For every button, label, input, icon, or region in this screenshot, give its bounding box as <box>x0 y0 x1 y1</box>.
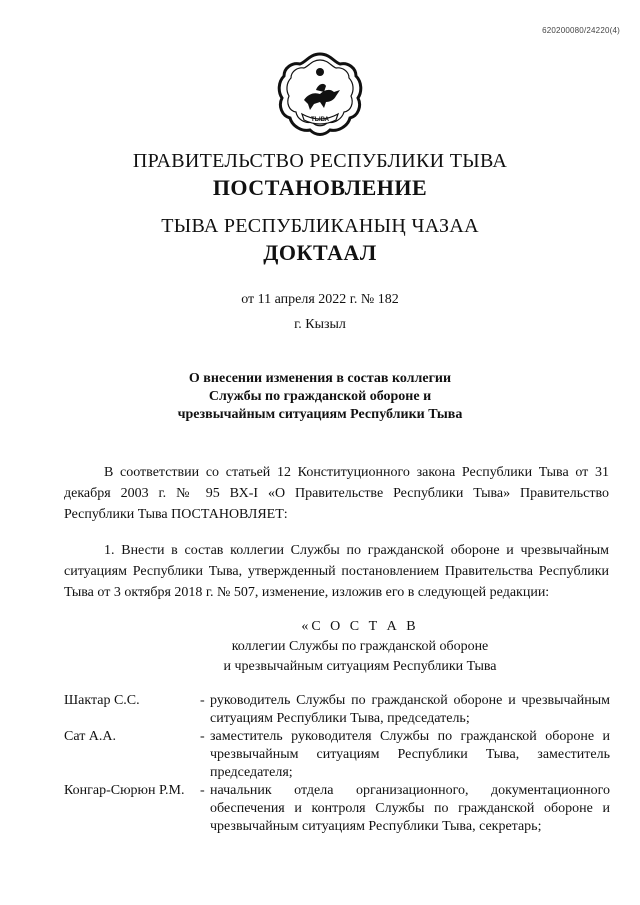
emblem-graphic <box>274 50 366 142</box>
member-name: Сат А.А. <box>64 729 117 744</box>
composition-title: «С О С Т А В <box>301 619 419 634</box>
member-dash: - <box>200 693 205 708</box>
decree-subject <box>0 370 640 424</box>
member-role: заместитель руководителя Службы по гражданской обороне и чрезвычайным ситуациям Республики Тыва, заместитель председателя; <box>210 729 610 780</box>
subject-line: чрезвычайным ситуациям Республики Тыва <box>177 407 463 422</box>
member-dash: - <box>200 783 205 798</box>
clause-1-paragraph: 1. Внести в состав коллегии Службы по гражданской обороне и чрезвычайным ситуациям Республики Тыва, утвержденный постановлением Правительства Республики Тыва от 3 октября 2018 г. № 507, изменение, изложив его в следующей редакции: <box>64 543 609 600</box>
member-role: начальник отдела организационного, документационного обеспечения и контроля Службы по гражданской обороне и чрезвычайным ситуациям Республики Тыва, секретарь; <box>210 783 610 834</box>
document-number: 620200080/24220(4) <box>542 26 620 35</box>
composition-subtitle: коллегии Службы по гражданской обороне <box>231 639 489 654</box>
subject-line: Службы по гражданской обороне и <box>208 389 432 404</box>
government-title-tv: ТЫВА РЕСПУБЛИКАНЫҢ ЧАЗАА <box>161 215 479 237</box>
member-dash: - <box>200 729 205 744</box>
member-role: руководитель Службы по гражданской обороне и чрезвычайным ситуациям Республики Тыва, председатель; <box>210 693 610 726</box>
subject-line: О внесении изменения в состав коллегии <box>188 371 452 386</box>
member-name: Шактар С.С. <box>64 693 140 708</box>
decree-city: г. Кызыл <box>294 317 346 332</box>
decree-title-tv: ДОКТААЛ <box>263 240 377 265</box>
composition-subtitle: и чрезвычайным ситуациям Республики Тыва <box>223 659 497 674</box>
emblem-caption: ТЫВА <box>311 117 329 123</box>
member-name: Конгар-Сюрюн Р.М. <box>64 783 185 798</box>
decree-title-ru: ПОСТАНОВЛЕНИЕ <box>212 175 428 200</box>
decree-date-number: от 11 апреля 2022 г. № 182 <box>241 292 399 307</box>
government-title-ru: ПРАВИТЕЛЬСТВО РЕСПУБЛИКИ ТЫВА <box>132 150 508 172</box>
preamble-paragraph: В соответствии со статьей 12 Конституционного закона Республики Тыва от 31 декабря 2003 г. № 95 ВХ-I «О Правительстве Республики Тыва» Правительство Республики Тыва ПОСТАНОВЛЯЕТ: <box>64 465 609 522</box>
tyva-coat-of-arms-icon <box>274 50 366 142</box>
